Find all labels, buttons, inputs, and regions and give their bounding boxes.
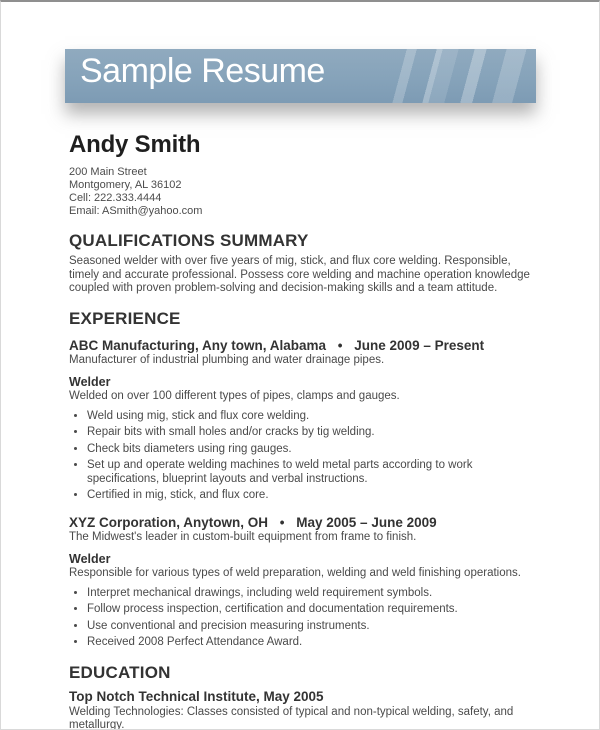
job-2-company-location: XYZ Corporation, Anytown, OH	[69, 514, 268, 530]
job-1-duty: • Certified in mig, stick, and flux core.	[87, 489, 542, 503]
section-heading-qualifications: QUALIFICATIONS SUMMARY	[69, 231, 309, 250]
job-2-separator-dot: •	[279, 514, 285, 530]
job-2-dates: May 2005 – June 2009	[296, 514, 437, 530]
job-1-title: Welder	[69, 375, 111, 389]
job-1-duty: • Repair bits with small holes and/or cracks by tig welding.	[87, 426, 542, 440]
job-2-duties-list	[73, 587, 542, 650]
job-1-duty: • Weld using mig, stick and flux core welding.	[87, 410, 542, 424]
job-2-duty: • Follow process inspection, certification and documentation requirements.	[87, 603, 542, 617]
phone-line: Cell: 222.333.4444	[69, 192, 162, 204]
address-line-1: 200 Main Street	[69, 166, 147, 178]
header-banner	[65, 49, 536, 103]
address-line-2: Montgomery, AL 36102	[69, 179, 182, 191]
job-2-duty: • Use conventional and precision measuring instruments.	[87, 620, 542, 634]
banner-title: Sample Resume	[80, 52, 325, 90]
job-1-separator-dot: •	[337, 337, 343, 353]
job-1-duty: • Check bits diameters using ring gauges.	[87, 443, 542, 457]
job-2-header	[69, 515, 542, 530]
education-description: Welding Technologies: Classes consisted of typical and non-typical welding, safety, and metallurgy.	[69, 705, 514, 730]
job-1-duties-list	[73, 410, 542, 503]
job-2-role-summary: Responsible for various types of weld preparation, welding and weld finishing operations.	[69, 567, 521, 579]
resume-content	[69, 131, 542, 730]
education-school: Top Notch Technical Institute, May 2005	[69, 688, 324, 704]
banner-stripes-decoration	[351, 49, 536, 103]
job-1-role-summary: Welded on over 100 different types of pipes, clamps and gauges.	[69, 390, 400, 402]
contact-info	[69, 166, 542, 218]
job-2-duty: • Interpret mechanical drawings, including weld requirement symbols.	[87, 587, 542, 601]
job-2-title: Welder	[69, 552, 111, 566]
job-1-duty: • Set up and operate welding machines to weld metal parts according to work specifications, blueprint layouts and verbal instructions.	[87, 459, 542, 486]
job-2-company-description: The Midwest's leader in custom-built equipment from frame to finish.	[69, 530, 417, 543]
job-1-company-description: Manufacturer of industrial plumbing and water drainage pipes.	[69, 353, 385, 366]
job-1-header	[69, 338, 542, 353]
candidate-name: Andy Smith	[69, 131, 201, 158]
section-heading-experience: EXPERIENCE	[69, 308, 181, 328]
job-1-dates: June 2009 – Present	[354, 337, 485, 353]
email-line: Email: ASmith@yahoo.com	[69, 205, 203, 217]
qualifications-summary-text: Seasoned welder with over five years of mig, stick, and flux core welding. Responsible, timely and accurate professional. Possess core welding and machine operation knowledge coupled with proven problem-solving and decision-making skills and a team attitude.	[69, 255, 530, 294]
job-2-duty: • Received 2008 Perfect Attendance Award.	[87, 636, 542, 650]
job-1-company-location: ABC Manufacturing, Any town, Alabama	[69, 337, 327, 353]
section-heading-education: EDUCATION	[69, 662, 171, 682]
